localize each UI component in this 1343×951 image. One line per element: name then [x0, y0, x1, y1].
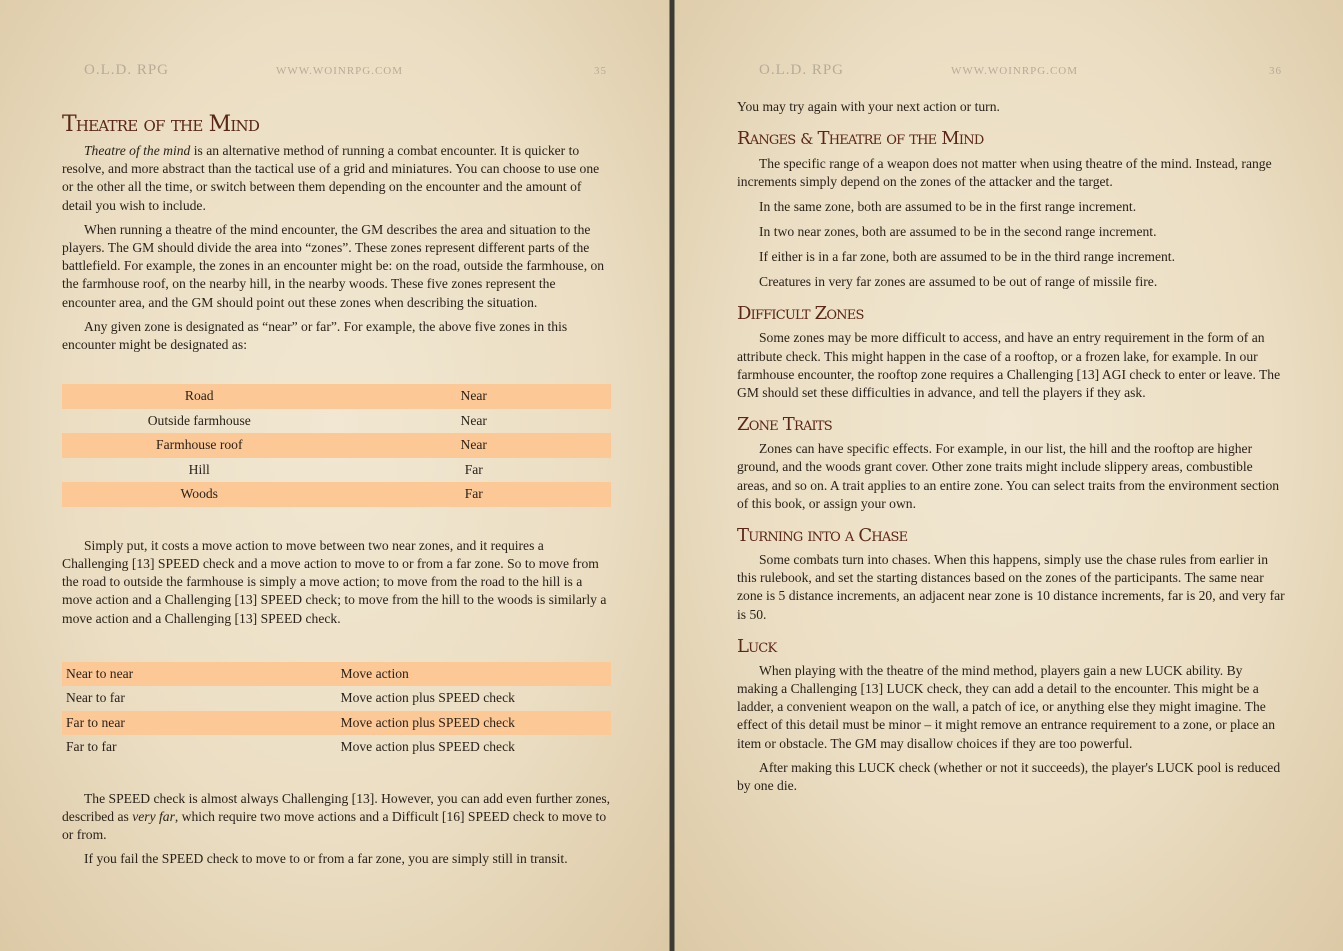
luck-pool-paragraph: After making this LUCK check (whether or not it succeeds), the player's LUCK pool is reduced by one die. [737, 759, 1281, 794]
section-title-luck: Luck [737, 635, 777, 657]
right-header-url: WWW.WOINRPG.COM [951, 65, 1079, 77]
zone-table [62, 384, 611, 507]
table-row [62, 735, 611, 760]
zone-name: Woods [62, 482, 337, 507]
table-row [62, 384, 611, 409]
luck-paragraph: When playing with the theatre of the mind method, players gain a new LUCK ability. By making a Challenging [13] LUCK check, they can add a detail to the encounter. This might be a ladder, a convenient weapon on the wall, a patch of ice, or anything else they might imagine. The effect of this detail must be minor – it might remove an entrance requirement to a zone, or place an item or obstacle. The GM may disallow choices if they are too powerful. [737, 662, 1276, 751]
speed-text-b: , which require two move actions and a Difficult [16] SPEED check to move to or from. [62, 808, 607, 843]
zone-name: Outside farmhouse [147, 412, 251, 428]
zone-name: Hill [188, 461, 210, 477]
zone-range: Far [464, 461, 483, 477]
ranges-title-a: Ranges [737, 128, 801, 150]
move-cost: Move action [337, 662, 612, 687]
section-title-difficult-zones: Difficult Zones [737, 303, 864, 325]
left-page-number: 35 [594, 65, 607, 77]
left-header-brand: O.L.D. RPG [84, 62, 170, 78]
right-content [737, 98, 1285, 801]
right-header-brand: O.L.D. RPG [759, 62, 845, 78]
table-row [62, 662, 611, 687]
section-title-ranges [737, 128, 1285, 151]
table-row [62, 458, 611, 483]
left-header-url: WWW.WOINRPG.COM [276, 65, 404, 77]
zone-range: Far [337, 482, 612, 507]
ranges-paragraph: The specific range of a weapon does not matter when using theatre of the mind. Instead, range increments simply depend on the zones of the attacker and the target. [737, 156, 1272, 190]
move-type: Far to far [66, 739, 117, 755]
table-row [62, 711, 611, 736]
zone-name: Farmhouse roof [62, 433, 337, 458]
left-content [62, 112, 611, 875]
movement-table [62, 662, 611, 760]
left-page [0, 0, 670, 951]
move-type: Near to near [62, 662, 337, 687]
list-item: If either is in a far zone, both are assumed to be in the third range increment. [759, 249, 1175, 265]
ranges-title-b: Theatre of the Mind [812, 128, 984, 150]
intro-text: is an alternative method of running a combat encounter. It is quicker to resolve, and more abstract than the tactical use of a grid and miniatures. You can choose to use one or the other all the time, or switch between them depending on the encounter and the amount of detail you wish to include. [62, 143, 600, 213]
list-item: Creatures in very far zones are assumed to be out of range of missile fire. [759, 274, 1158, 290]
zone-range: Near [337, 384, 612, 409]
list-item: In two near zones, both are assumed to be in the second range increment. [759, 223, 1157, 239]
chase-paragraph: Some combats turn into chases. When this happens, simply use the chase rules from earlier in this rulebook, and set the starting distances based on the zones of the participants. The same near zone is 5 distance increments, an adjacent near zone is 10 distance increments, far is 20, and very far is 50. [737, 552, 1285, 622]
ranges-title-amp: & [800, 131, 813, 149]
table-row [62, 433, 611, 458]
table-row [62, 686, 611, 711]
move-type: Near to far [66, 690, 125, 706]
zone-range: Near [337, 433, 612, 458]
section-title-chase: Turning into a Chase [737, 525, 908, 547]
transit-paragraph: If you fail the SPEED check to move to or from a far zone, you are simply still in transit. [84, 851, 568, 867]
retry-paragraph: You may try again with your next action or turn. [737, 99, 1000, 114]
zone-traits-paragraph: Zones can have specific effects. For example, in our list, the hill and the rooftop are higher ground, and the woods grant cover. Other zone traits might include slippery areas, combustible areas, and so on. A trait applies to an entire zone. You can select traits from the environment section of this book, or assign your own. [737, 441, 1280, 511]
difficult-zones-paragraph: Some zones may be more difficult to access, and have an entry requirement in the form of an attribute check. This might happen in the case of a rooftop, or a frozen lake, for example. In our farmhouse encounter, the rooftop zone requires a Challenging [13] AGI check to enter or leave. The GM should set these difficulties in advance, and tell the players if they ask. [737, 330, 1281, 401]
speed-check-paragraph [62, 790, 611, 845]
movement-paragraph: Simply put, it costs a move action to move between two near zones, and it requires a Challenging [13] SPEED check and a move action to move to or from a far zone. So to move from the road to outside the farmhouse is simply a move action; to move from the road to the hill is a move action and a Challenging [13] SPEED check; to move from the hill to the woods is similarly a move action and a Challenging [13] SPEED check. [62, 537, 607, 626]
zones-paragraph: When running a theatre of the mind encounter, the GM describes the area and situation to the players. The GM should divide the area into “zones”. These zones represent different parts of the battlefield. For example, the zones in an encounter might be: on the road, outside the farmhouse, on the farmhouse roof, on the nearby hill, in the nearby woods. These five zones represent the encounter area, and the GM should point out these zones when describing the situation. [62, 221, 605, 310]
intro-paragraph [62, 142, 611, 215]
move-cost: Move action plus SPEED check [340, 739, 515, 755]
move-cost: Move action plus SPEED check [337, 711, 612, 736]
move-cost: Move action plus SPEED check [340, 690, 515, 706]
move-type: Far to near [62, 711, 337, 736]
zone-range: Near [460, 412, 487, 428]
intro-italic-term: Theatre of the mind [84, 143, 191, 158]
designation-paragraph: Any given zone is designated as “near” or far”. For example, the above five zones in this encounter might be designated as: [62, 318, 568, 353]
very-far-term: very far [132, 808, 175, 824]
list-item: In the same zone, both are assumed to be in the first range increment. [759, 198, 1137, 214]
right-page-number: 36 [1269, 65, 1282, 77]
speed-text-a: The SPEED check is almost always Challenging [13]. However, you can add even further zones, described as [62, 790, 611, 824]
table-row [62, 482, 611, 507]
zone-name: Road [62, 384, 337, 409]
section-title-zone-traits: Zone Traits [737, 414, 832, 436]
section-title-theatre: Theatre of the Mind [62, 112, 260, 137]
table-row [62, 409, 611, 434]
right-page [674, 0, 1343, 951]
